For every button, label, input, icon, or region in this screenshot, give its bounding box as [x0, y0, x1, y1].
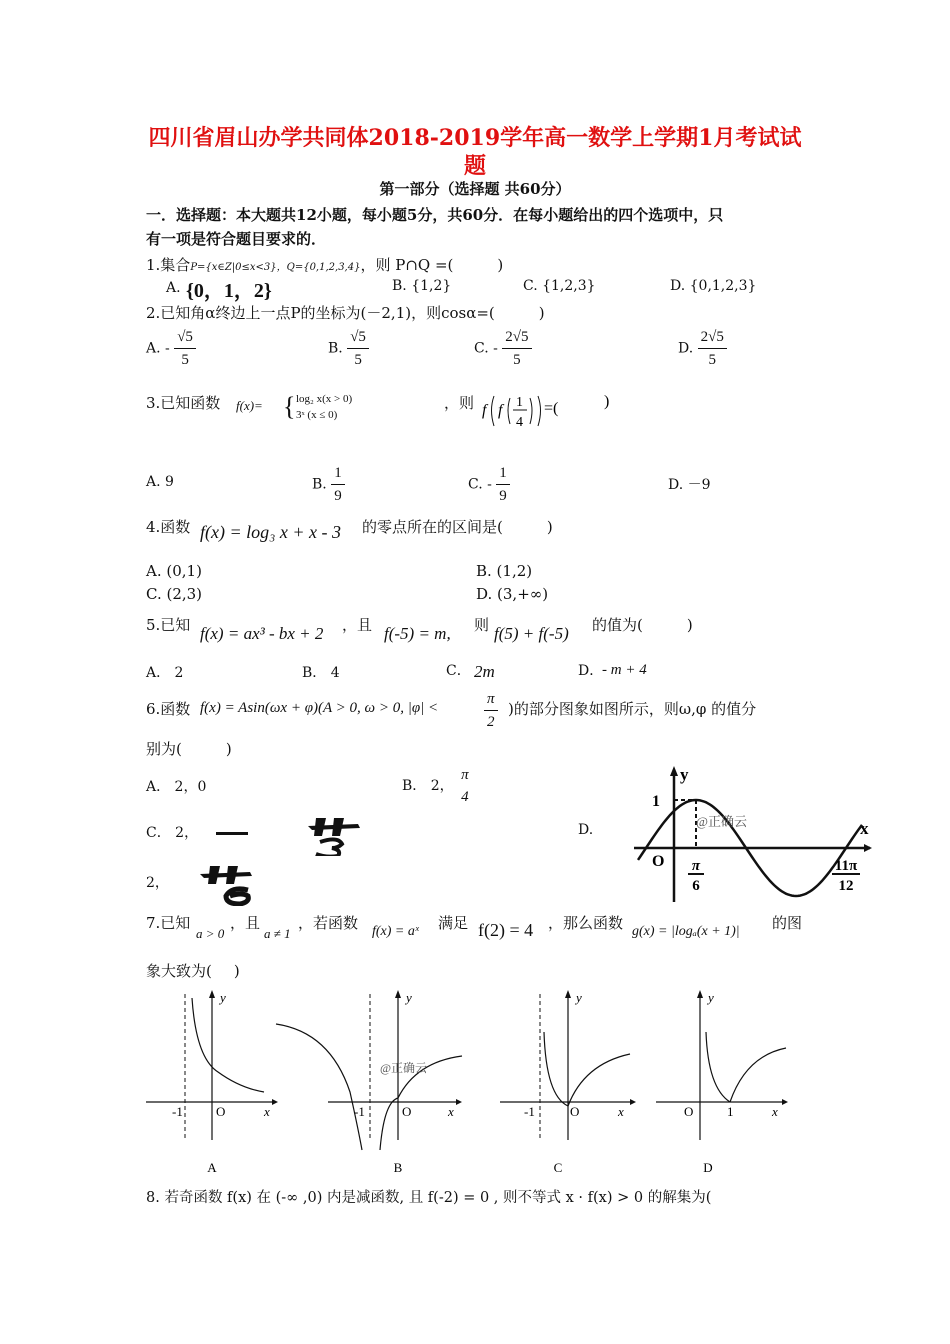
- q5-stem-b: 的值为(: [592, 616, 643, 634]
- q3-case2: 3ˣ (x ≤ 0): [296, 409, 338, 421]
- graph-c-x-arrow: [630, 1099, 636, 1105]
- q3-option-d: D. －9: [668, 477, 711, 493]
- q4-stem-a: 4.函数: [146, 518, 191, 536]
- q5-option-a: A． 2: [146, 665, 184, 681]
- q7-cond2: a ≠ 1: [264, 926, 291, 941]
- q1-stem-a: 1.集合: [146, 256, 191, 274]
- q3-option-b: [312, 462, 345, 507]
- q7-stem-b: ，若函数: [298, 914, 359, 932]
- q3-c-den: 9: [499, 488, 507, 504]
- q2-paren-close: ): [538, 304, 545, 322]
- q7-stem-e: 象大致为(: [146, 962, 212, 980]
- q8-stem: 8. 若奇函数 f(x) 在 (-∞ ,0) 内是减函数, 且 f(-2) = 0 , 则不等式 x · f(x) > 0 的解集为(: [146, 1190, 712, 1206]
- graph-b-x-label: x: [448, 1104, 454, 1119]
- q7-graph-b: [276, 990, 462, 1175]
- q3-c-label: C. -: [468, 476, 492, 493]
- q5-formula1: f(x) = ax³ - bx + 2: [200, 624, 324, 643]
- q2-b-num: √5: [347, 326, 369, 349]
- q7-graph-a: [146, 990, 278, 1175]
- q6-paren-close: ): [225, 740, 232, 758]
- graph-b-tick: -1: [354, 1104, 365, 1119]
- q3-option-a: A. 9: [146, 474, 174, 490]
- graph-d-x-arrow: [782, 1099, 788, 1105]
- q6-b-num: π: [461, 767, 469, 783]
- q7-satisfy: 满足: [438, 914, 469, 932]
- graph-b-x-arrow: [456, 1099, 462, 1105]
- y-axis-arrow: [670, 766, 678, 776]
- q6-formula: f(x) = Asin(ωx + φ)(A > 0, ω > 0, |φ| <: [200, 700, 439, 716]
- q7-graph-options: [140, 988, 800, 1178]
- q6-stem-b: )的部分图象如图所示，则ω,φ 的值分: [508, 700, 757, 718]
- graph-c-x-label: x: [618, 1104, 624, 1119]
- q5-option-b: B． 4: [302, 665, 340, 681]
- q5-formula3: f(5) + f(-5): [494, 624, 569, 643]
- q6-b-den: 4: [461, 789, 469, 805]
- q6-stem-c-wrap: [146, 738, 232, 759]
- page-title-line1: 四川省眉山办学共同体2018-2019学年高一数学上学期1月考试试: [148, 125, 802, 151]
- graph-a-y-label: y: [220, 990, 226, 1005]
- q4-stem-b-wrap: [362, 516, 553, 537]
- q7-stem-d: 的图: [772, 914, 803, 932]
- q3-case1: log₂ x(x > 0): [296, 393, 353, 405]
- graph-a-curve: [192, 998, 264, 1092]
- q7-graph-c: [500, 990, 636, 1175]
- q3-b-num: 1: [331, 462, 345, 485]
- q5-formula2: f(-5) = m,: [384, 624, 451, 643]
- q7-g: g(x) = |logₐ(x + 1)|: [632, 924, 740, 939]
- graph-c-tick: -1: [524, 1104, 535, 1119]
- graph-b-y-label: y: [406, 990, 412, 1005]
- q6-stem-c: 别为(: [146, 740, 182, 758]
- q4-stem-b: 的零点所在的区间是(: [362, 518, 503, 536]
- q1-option-d: D. {0,1,2,3}: [670, 278, 757, 294]
- q2-d-num: 2√5: [698, 326, 727, 349]
- graph-b-letter: B: [393, 1160, 403, 1175]
- graph-a-x-label: x: [264, 1104, 270, 1119]
- q6-one-label: 1: [652, 793, 660, 810]
- q4-paren-close: ): [546, 518, 553, 536]
- q3-nested-expression: [480, 384, 620, 436]
- q3-paren-close: ): [604, 393, 610, 410]
- q2-a-num: √5: [174, 326, 196, 349]
- part-heading: 第一部分（选择题 共60分）: [379, 180, 571, 198]
- q5-then: 则: [474, 616, 490, 634]
- q3-inner-paren-right: [530, 398, 532, 424]
- q2-b-den: 5: [354, 352, 362, 368]
- q6-pi-frac: [484, 688, 498, 733]
- q6-option-c-label: C． 2，: [146, 825, 199, 841]
- q1-set-p: P={x∈Z|0≤x<3}，Q={0,1,2,3,4}: [190, 262, 361, 273]
- q3-stem: 3.已知函数: [146, 394, 221, 412]
- q5-option-c-label: C．: [446, 663, 471, 679]
- q5-paren-close: ): [686, 616, 693, 634]
- q6-option-c-pi-over-3-image: [208, 812, 378, 856]
- question-1-stem: [146, 254, 503, 275]
- q6-origin-label: O: [652, 853, 665, 870]
- q7-stem-c: ，那么函数: [548, 914, 624, 932]
- graph-d-letter: D: [703, 1160, 713, 1175]
- q2-option-d: [678, 326, 727, 371]
- q4-option-d: D. (3,+∞): [476, 585, 549, 603]
- q3-outer-paren-left: [492, 396, 495, 426]
- q6-x-label: x: [860, 819, 869, 838]
- q2-d-label: D.: [678, 340, 694, 357]
- graph-d-y-arrow: [697, 990, 703, 998]
- graph-d-right-curve: [730, 1048, 786, 1102]
- graph-a-letter: A: [207, 1160, 217, 1175]
- graph-c-y-arrow: [565, 990, 571, 998]
- q7-comma: ，且: [230, 914, 261, 932]
- question-2-stem: [146, 302, 545, 323]
- q3-option-c: [468, 462, 510, 507]
- x-axis-arrow: [864, 844, 872, 852]
- q6-sine-graph: [634, 764, 874, 904]
- section-instructions-line1: 一．选择题：本大题共12小题，每小题5分，共60分．在每小题给出的四个选项中，只: [146, 206, 724, 224]
- q6-option-b: [402, 764, 472, 808]
- q2-a-den: 5: [181, 352, 189, 368]
- q3-quarter-den: 4: [516, 415, 523, 430]
- q7-func: f(x) = aˣ: [372, 924, 419, 939]
- q7-graph-d: [656, 990, 788, 1175]
- q1-paren-close: ): [497, 256, 504, 274]
- q3-b-den: 9: [334, 488, 342, 504]
- q3-eq: =(: [544, 400, 559, 417]
- page-title-line2: 题: [463, 153, 486, 179]
- q6-pi-den: 2: [487, 714, 495, 730]
- q2-b-label: B.: [328, 340, 343, 357]
- q5-comma: ，且: [342, 616, 373, 634]
- q3-f-label: f(x)=: [236, 398, 263, 413]
- q5-stem-b-wrap: [592, 614, 693, 635]
- q2-option-c: [474, 326, 532, 371]
- graph-c-y-label: y: [576, 990, 582, 1005]
- graph-a-tick: -1: [172, 1104, 183, 1119]
- q5-option-c-value: 2m: [474, 662, 495, 681]
- q1-stem-b: ，则 P∩Q =(: [360, 256, 454, 274]
- q3-outer-paren-right: [538, 396, 541, 426]
- q3-ff-a: f: [482, 402, 487, 419]
- graph-d-origin: O: [684, 1104, 694, 1119]
- q6-pi-den-label: 6: [692, 878, 700, 894]
- q7-f2: f(2) = 4: [478, 920, 534, 940]
- q6-end-num-label: 11π: [834, 858, 858, 874]
- q6-y-label: y: [680, 765, 689, 784]
- q3-inner-paren-left: [508, 398, 510, 424]
- q6-end-den-label: 12: [838, 878, 854, 894]
- q7-cond1: a > 0: [196, 926, 225, 941]
- q7-stem-e-wrap: [146, 960, 240, 981]
- q5-stem-a: 5.已知: [146, 616, 191, 634]
- q2-c-num: 2√5: [502, 326, 531, 349]
- q1-option-b: B. {1,2}: [392, 278, 452, 294]
- q2-option-b: [328, 326, 369, 371]
- q1-option-a-label: A.: [166, 280, 181, 296]
- q6-pi-num: π: [484, 688, 498, 711]
- q6-option-d-continued: 2，: [146, 875, 169, 891]
- q6-watermark: @正确云: [696, 814, 747, 829]
- q4-formula: f(x) = log₃ x + x - 3: [200, 522, 342, 542]
- graph-b-y-arrow: [395, 990, 401, 998]
- graph-d-x-label: x: [772, 1104, 778, 1119]
- q2-stem: 2.已知角α终边上一点P的坐标为(－2,1)，则cosα=(: [146, 304, 495, 322]
- graph-a-origin: O: [216, 1104, 226, 1119]
- q6-option-d-label: D.: [578, 822, 594, 838]
- q2-a-label: A. -: [146, 340, 170, 357]
- q4-option-a: A. (0,1): [146, 562, 202, 580]
- q3-ff-b: f: [498, 402, 503, 419]
- graph-c-left-curve: [544, 1032, 568, 1106]
- graph-b-origin: O: [402, 1104, 412, 1119]
- q3-quarter-num: 1: [516, 395, 523, 410]
- q3-stem-b: ，则: [444, 394, 475, 412]
- q4-option-b: B. (1,2): [476, 562, 533, 580]
- q4-option-c: C. (2,3): [146, 585, 203, 603]
- graph-d-left-curve: [706, 1032, 730, 1102]
- q2-c-den: 5: [513, 352, 521, 368]
- q6-option-a: A． 2，0: [146, 779, 207, 795]
- q5-option-d-label: D．: [578, 663, 604, 679]
- q6-b-label: B． 2，: [402, 778, 454, 794]
- q6-option-pi-over-6-image: [196, 860, 286, 906]
- q2-d-den: 5: [708, 352, 716, 368]
- graph-c-origin: O: [570, 1104, 580, 1119]
- graph-d-tick: 1: [727, 1104, 734, 1119]
- q7-paren-close: ): [233, 962, 240, 980]
- section-instructions-line2: 有一项是符合题目要求的．: [146, 230, 327, 248]
- graph-c-letter: C: [553, 1160, 563, 1175]
- q2-option-a: [146, 326, 196, 371]
- q2-c-label: C. -: [474, 340, 498, 357]
- graph-a-x-arrow: [272, 1099, 278, 1105]
- q1-option-a-value: {0，1，2}: [186, 280, 272, 302]
- q6-pi-num-label: π: [691, 858, 701, 874]
- q3-brace: {: [283, 392, 296, 421]
- q3-b-label: B.: [312, 476, 327, 493]
- q1-option-c: C. {1,2,3}: [523, 278, 596, 294]
- graph-b-watermark: @正确云: [380, 1061, 428, 1075]
- q3-c-num: 1: [496, 462, 510, 485]
- graph-b-left-curve: [276, 1024, 362, 1150]
- graph-a-y-arrow: [209, 990, 215, 998]
- q7-stem-a: 7.已知: [146, 914, 191, 932]
- graph-c-right-curve: [568, 1054, 630, 1106]
- q6-stem-a: 6.函数: [146, 700, 191, 718]
- graph-d-y-label: y: [708, 990, 714, 1005]
- q5-option-d-value: - m + 4: [602, 662, 647, 678]
